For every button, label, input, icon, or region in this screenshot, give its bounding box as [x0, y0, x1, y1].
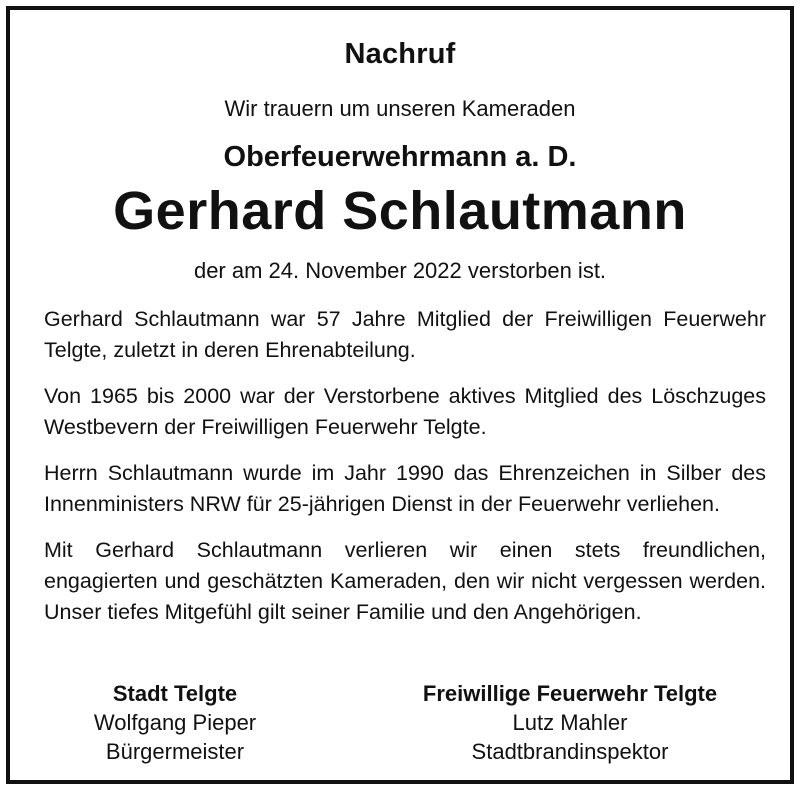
paragraph-condolence: Mit Gerhard Schlautmann verlieren wir einen stets freundlichen, engagierten und geschätzten Kameraden, den wir nicht vergessen werden. Unser tiefes Mitgefühl gilt seiner Familie und den Angehörigen.	[44, 538, 766, 624]
signature-person: Wolfgang Pieper	[93, 710, 257, 735]
signature-role: Stadtbrandinspektor	[471, 739, 669, 764]
rank-line: Oberfeuerwehrmann a. D.	[223, 141, 577, 173]
obituary-title: Nachruf	[344, 38, 456, 70]
signature-org: Freiwillige Feuerwehr Telgte	[422, 681, 718, 706]
paragraph-active-service: Von 1965 bis 2000 war der Verstorbene aktives Mitglied des Löschzuges Westbevern der Freiwilligen Feuerwehr Telgte.	[44, 384, 766, 439]
deceased-name: Gerhard Schlautmann	[113, 181, 687, 241]
date-of-death: der am 24. November 2022 verstorben ist.	[193, 258, 607, 283]
signature-person: Lutz Mahler	[512, 710, 628, 735]
signature-org: Stadt Telgte	[112, 681, 238, 706]
paragraph-honor: Herrn Schlautmann wurde im Jahr 1990 das Ehrenzeichen in Silber des Innenministers NRW für 25-jährigen Dienst in der Feuerwehr verliehen.	[44, 461, 766, 516]
paragraph-membership: Gerhard Schlautmann war 57 Jahre Mitglied der Freiwilligen Feuerwehr Telgte, zuletzt in deren Ehrenabteilung.	[44, 307, 766, 362]
signature-fire-department	[390, 679, 750, 766]
signature-city	[50, 679, 300, 766]
signature-role: Bürgermeister	[105, 739, 245, 764]
obituary-body	[44, 304, 766, 643]
intro-line: Wir trauern um unseren Kameraden	[224, 96, 576, 121]
obituary-frame	[6, 6, 794, 784]
